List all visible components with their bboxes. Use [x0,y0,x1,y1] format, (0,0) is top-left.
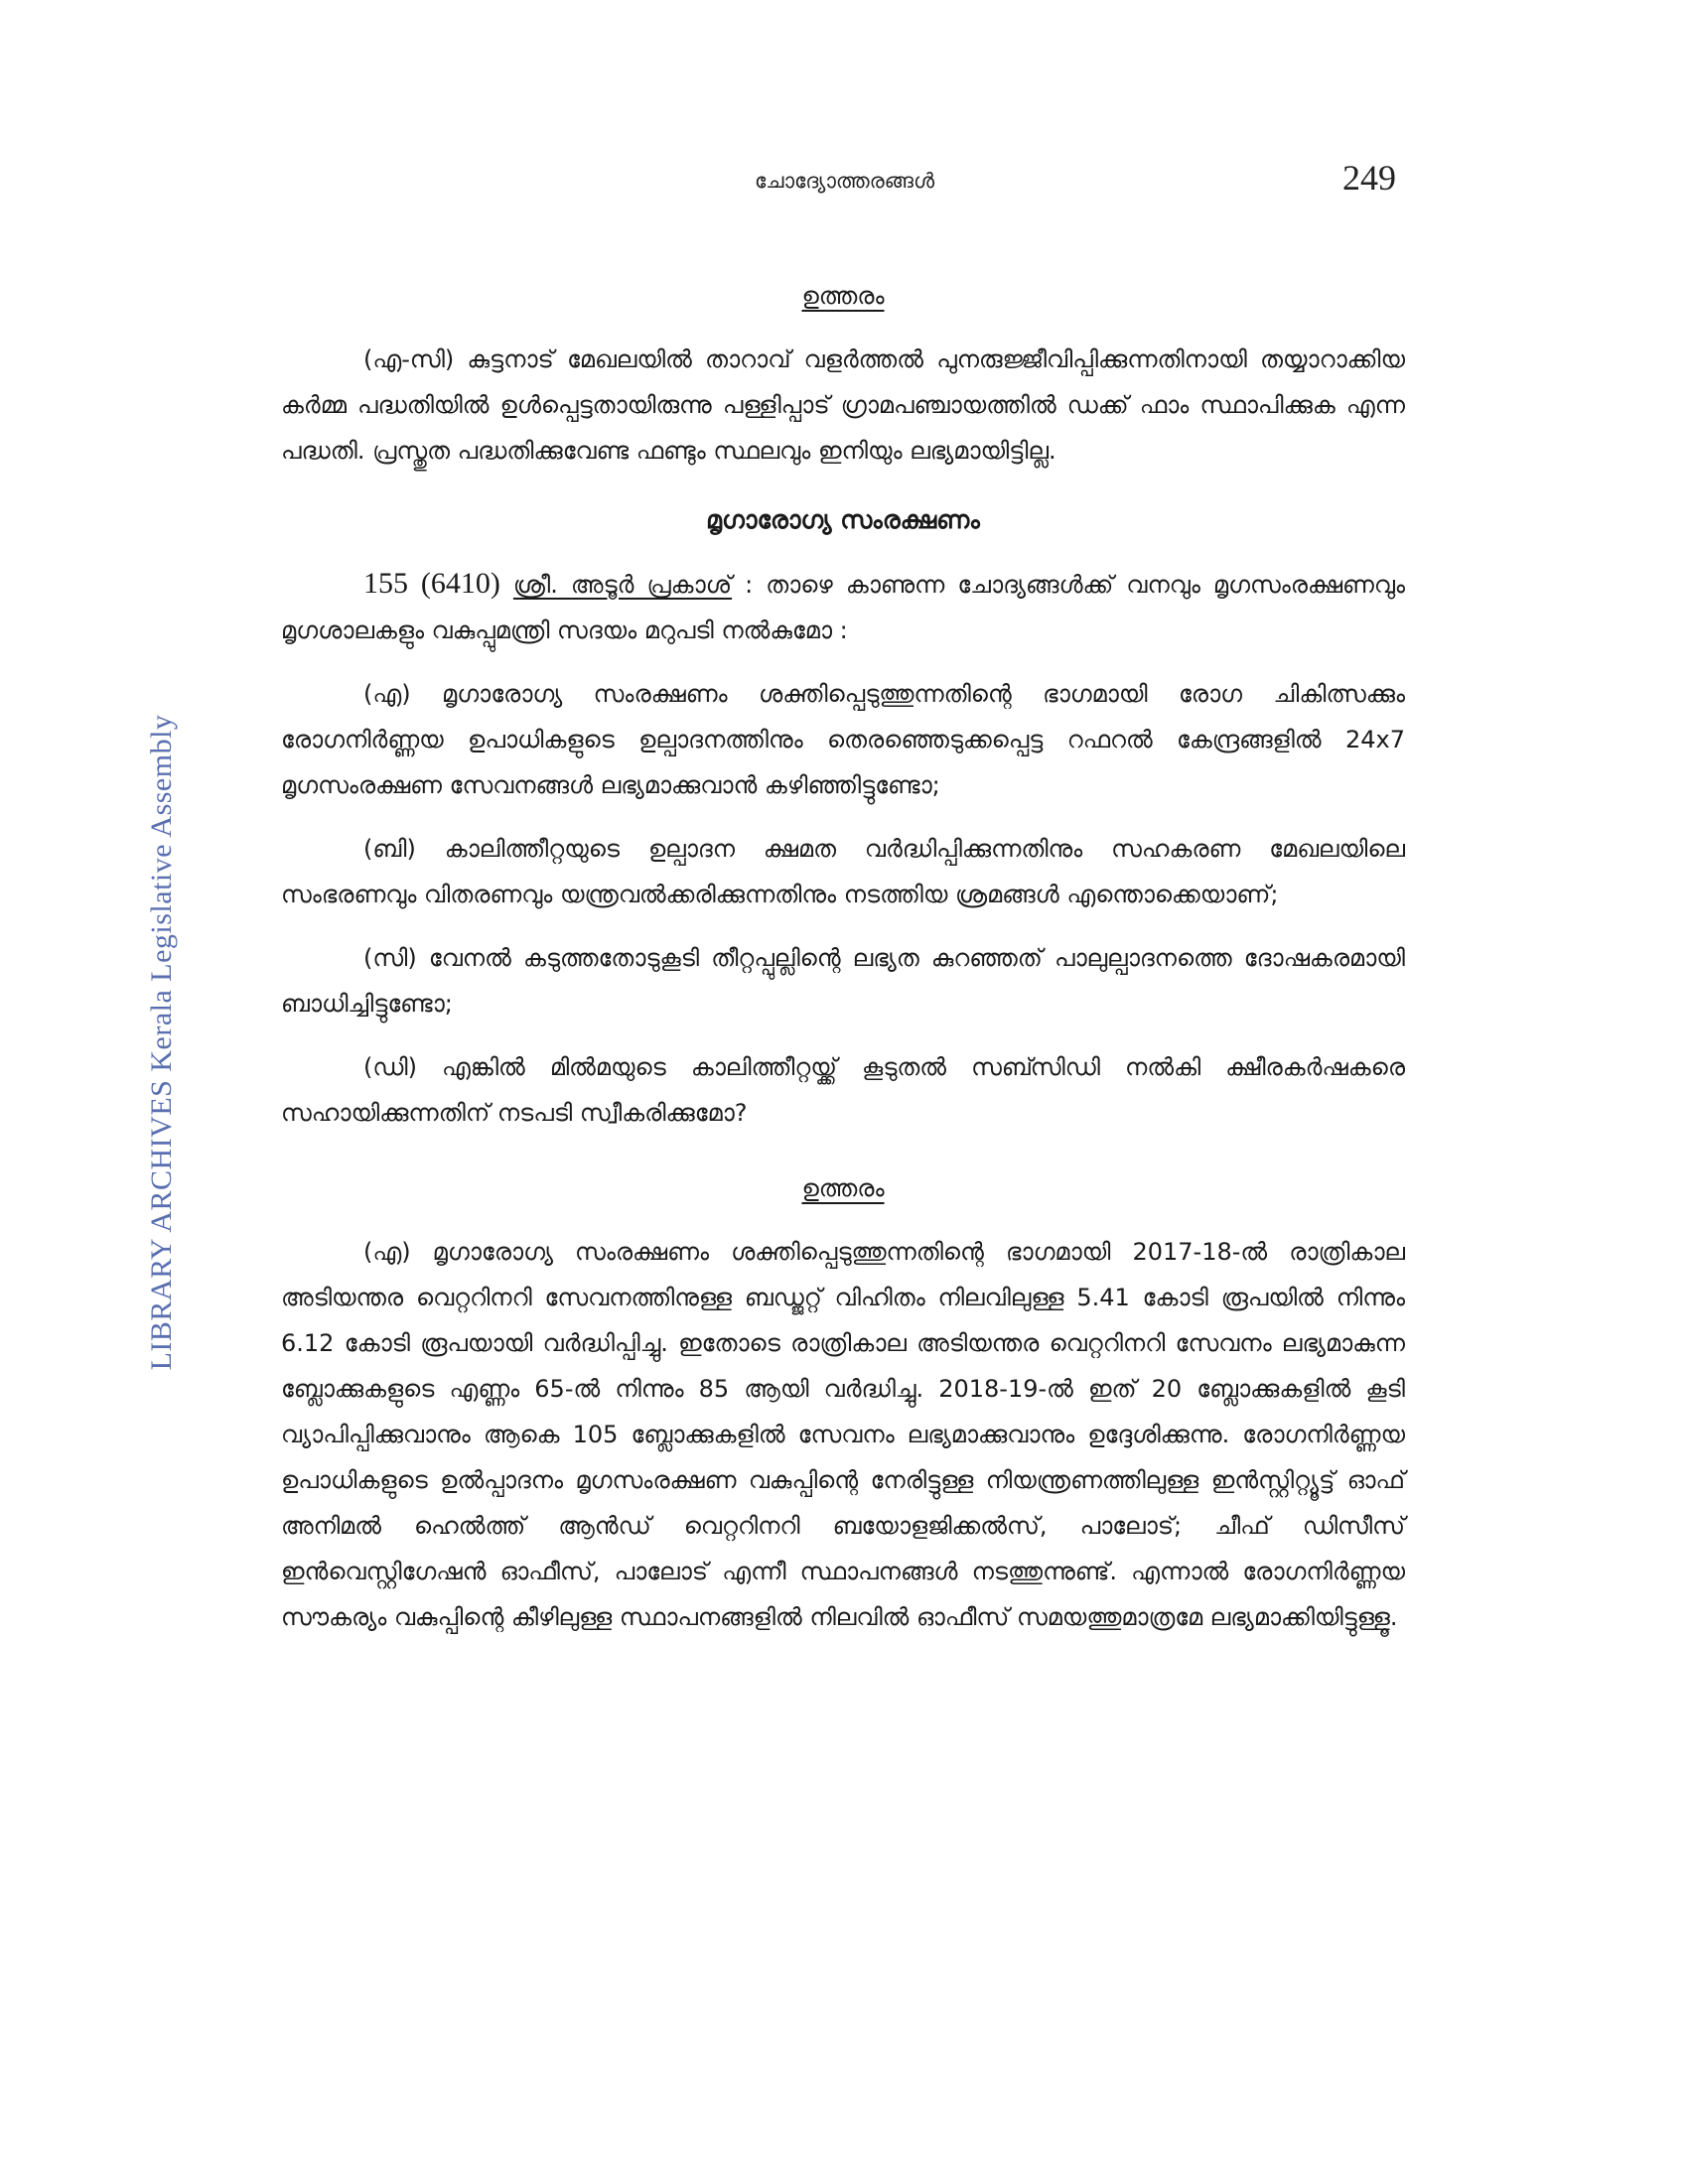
answer-paragraph: (എ-സി) കുട്ടനാട് മേഖലയിൽ താറാവ് വളർത്തൽ പുനരുജ്ജീവിപ്പിക്കുന്നതിനായി തയ്യാറാക്കിയ കർമ്മ പദ്ധതിയിൽ ഉൾപ്പെട്ടതായിരുന്നു പള്ളിപ്പാട് ഗ്രാമപഞ്ചായത്തിൽ ഡക്ക് ഫാം സ്ഥാപിക്കുക എന്ന പദ്ധതി. പ്രസ്തുത പദ്ധതിക്കുവേണ്ട ഫണ്ടും സ്ഥലവും ഇനിയും ലഭ്യമായിട്ടില്ല. [281,345,1405,465]
answer-paragraph-2: (എ) മൃഗാരോഗ്യ സംരക്ഷണം ശക്തിപ്പെടുത്തുന്നതിന്റെ ഭാഗമായി 2017-18-ൽ രാത്രികാല അടിയന്തര വെറ്ററിനറി സേവനത്തിനുള്ള ബഡ്ജറ്റ് വിഹിതം നിലവിലുള്ള 5.41 കോടി രൂപയിൽ നിന്നും 6.12 കോടി രൂപയായി വർദ്ധിപ്പിച്ചു. ഇതോടെ രാത്രികാല അടിയന്തര വെറ്ററിനറി സേവനം ലഭ്യമാകുന്ന ബ്ലോക്കുകളുടെ എണ്ണം 65-ൽ നിന്നും 85 ആയി വർദ്ധിച്ചു. 2018-19-ൽ ഇത് 20 ബ്ലോക്കുകളിൽ കൂടി വ്യാപിപ്പിക്കുവാനും ആകെ 105 ബ്ലോക്കുകളിൽ സേവനം ലഭ്യമാക്കുവാനും ഉദ്ദേശിക്കുന്നു. രോഗനിർണ്ണയ ഉപാധികളുടെ ഉൽപ്പാദനം മൃഗസംരക്ഷണ വകുപ്പിന്റെ നേരിട്ടുള്ള നിയന്ത്രണത്തിലുള്ള ഇൻസ്റ്റിറ്റ്യൂട്ട് ഓഫ് അനിമൽ ഹെൽത്ത് ആൻഡ് വെറ്ററിനറി ബയോളജിക്കൽസ്, പാലോട്; ചീഫ് ഡിസീസ് ഇൻവെസ്റ്റിഗേഷൻ ഓഫീസ്, പാലോട് എന്നീ സ്ഥാപനങ്ങൾ നടത്തുന്നുണ്ട്. എന്നാൽ രോഗനിർണ്ണയ സൗകര്യം വകുപ്പിന്റെ കീഴിലുള്ള സ്ഥാപനങ്ങളിൽ നിലവിൽ ഓഫീസ് സമയത്തുമാത്രമേ ലഭ്യമാക്കിയിട്ടുള്ളൂ. [281,1238,1405,1631]
question-item-d: (ഡി) എങ്കിൽ മിൽമയുടെ കാലിത്തീറ്റയ്ക്ക് കൂടുതൽ സബ്സിഡി നൽകി ക്ഷീരകർഷകരെ സഹായിക്കുന്നതിന് നടപടി സ്വീകരിക്കുമോ? [281,1053,1405,1127]
library-watermark: LIBRARY ARCHIVES Kerala Legislative Assembly [145,714,178,1371]
question-intro-text: : താഴെ കാണുന്ന ചോദ്യങ്ങൾക്ക് വനവും മൃഗസംരക്ഷണവും മൃഗശാലകളും വകുപ്പുമന്ത്രി സദയം മറുപടി നൽകുമോ : [281,571,1406,644]
answer-heading-2: ഉത്തരം [801,1174,885,1202]
member-name: ശ്രീ. അടൂർ പ്രകാശ് [512,571,733,599]
question-item-c: (സി) വേനൽ കടുത്തതോടുകൂടി തീറ്റപ്പുല്ലിന്റെ ലഭ്യത കുറഞ്ഞത് പാലുല്പാദനത്തെ ദോഷകരമായി ബാധിച്ചിട്ടുണ്ടോ; [281,944,1405,1018]
page-content [281,273,1405,1658]
section-title: മൃഗാരോഗ്യ സംരക്ഷണം [706,505,980,534]
question-item-a: (എ) മൃഗാരോഗ്യ സംരക്ഷണം ശക്തിപ്പെടുത്തുന്നതിന്റെ ഭാഗമായി രോഗ ചികിത്സക്കും രോഗനിർണ്ണയ ഉപാധികളുടെ ഉല്പാദനത്തിനും തെരഞ്ഞെടുക്കപ്പെട്ട റഫറൽ കേന്ദ്രങ്ങളിൽ 24x7 മൃഗസംരക്ഷണ സേവനങ്ങൾ ലഭ്യമാക്കുവാൻ കഴിഞ്ഞിട്ടുണ്ടോ; [281,680,1405,799]
question-number: 155 (6410) [363,567,500,600]
answer-heading: ഉത്തരം [801,282,885,310]
page-number: 249 [1342,158,1396,198]
running-header: ചോദ്യോത്തരങ്ങൾ [755,169,935,193]
question-intro [281,561,1405,653]
question-item-b: (ബി) കാലിത്തീറ്റയുടെ ഉല്പാദന ക്ഷമത വർദ്ധിപ്പിക്കുന്നതിനും സഹകരണ മേഖലയിലെ സംഭരണവും വിതരണവും യന്ത്രവൽക്കരിക്കുന്നതിനും നടത്തിയ ശ്രമങ്ങൾ എന്തൊക്കെയാണ്; [281,835,1405,908]
